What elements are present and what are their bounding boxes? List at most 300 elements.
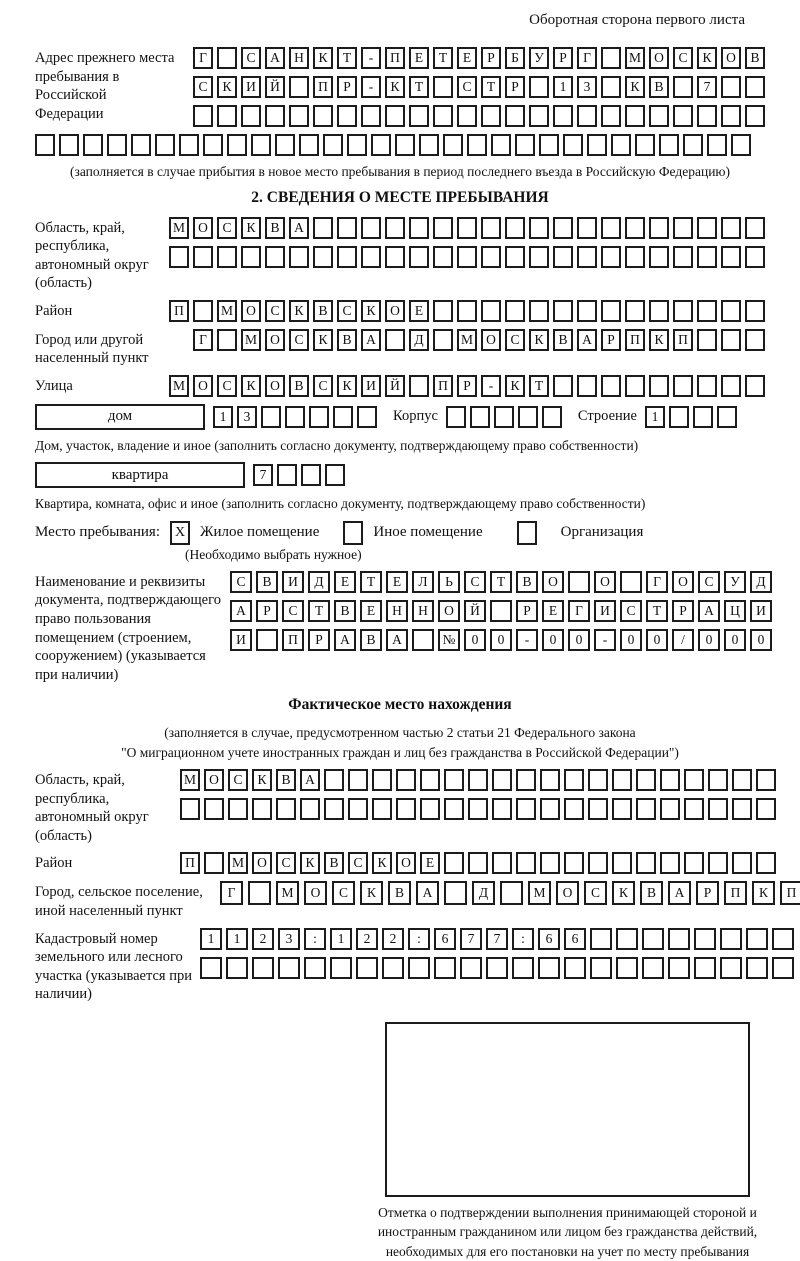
form-cell[interactable] bbox=[409, 105, 429, 127]
form-cell[interactable] bbox=[252, 957, 274, 979]
form-cell[interactable] bbox=[708, 798, 728, 820]
form-cell[interactable]: О bbox=[542, 571, 564, 593]
form-cell[interactable] bbox=[492, 798, 512, 820]
form-cell[interactable]: О bbox=[649, 47, 669, 69]
form-cell[interactable] bbox=[492, 852, 512, 874]
form-cell[interactable] bbox=[720, 928, 742, 950]
form-cell[interactable] bbox=[285, 406, 305, 428]
form-cell[interactable] bbox=[708, 769, 728, 791]
form-cell[interactable]: 0 bbox=[724, 629, 746, 651]
form-cell[interactable]: О bbox=[304, 881, 327, 905]
form-cell[interactable] bbox=[697, 246, 717, 268]
form-cell[interactable]: П bbox=[625, 329, 645, 351]
form-cell[interactable] bbox=[256, 629, 278, 651]
form-cell[interactable]: П bbox=[780, 881, 800, 905]
form-cell[interactable] bbox=[673, 300, 693, 322]
form-cell[interactable]: 7 bbox=[486, 928, 508, 950]
form-cell[interactable]: Г bbox=[646, 571, 668, 593]
form-cell[interactable] bbox=[467, 134, 487, 156]
form-cell[interactable] bbox=[59, 134, 79, 156]
form-cell[interactable]: 3 bbox=[278, 928, 300, 950]
form-cell[interactable]: Т bbox=[409, 76, 429, 98]
form-cell[interactable]: Й bbox=[464, 600, 486, 622]
form-cell[interactable]: Ь bbox=[438, 571, 460, 593]
form-cell[interactable]: В bbox=[289, 375, 309, 397]
form-cell[interactable] bbox=[693, 406, 713, 428]
form-cell[interactable]: Т bbox=[646, 600, 668, 622]
form-cell[interactable] bbox=[611, 134, 631, 156]
form-cell[interactable] bbox=[683, 134, 703, 156]
form-cell[interactable] bbox=[486, 957, 508, 979]
form-cell[interactable] bbox=[772, 957, 794, 979]
form-cell[interactable] bbox=[433, 300, 453, 322]
form-cell[interactable]: М bbox=[457, 329, 477, 351]
form-cell[interactable] bbox=[444, 881, 467, 905]
form-cell[interactable] bbox=[226, 957, 248, 979]
form-cell[interactable] bbox=[457, 246, 477, 268]
form-cell[interactable] bbox=[505, 246, 525, 268]
form-cell[interactable] bbox=[636, 798, 656, 820]
form-cell[interactable]: К bbox=[529, 329, 549, 351]
form-cell[interactable]: К bbox=[625, 76, 645, 98]
form-cell[interactable]: : bbox=[304, 928, 326, 950]
form-cell[interactable] bbox=[481, 105, 501, 127]
form-cell[interactable]: П bbox=[385, 47, 405, 69]
form-cell[interactable]: А bbox=[416, 881, 439, 905]
form-cell[interactable] bbox=[512, 957, 534, 979]
form-cell[interactable]: 0 bbox=[750, 629, 772, 651]
form-cell[interactable]: К bbox=[300, 852, 320, 874]
form-cell[interactable] bbox=[470, 406, 490, 428]
form-cell[interactable] bbox=[433, 217, 453, 239]
form-cell[interactable] bbox=[625, 375, 645, 397]
form-cell[interactable] bbox=[601, 375, 621, 397]
form-cell[interactable]: М bbox=[228, 852, 248, 874]
form-cell[interactable]: О bbox=[721, 47, 741, 69]
form-cell[interactable] bbox=[481, 217, 501, 239]
form-cell[interactable]: 7 bbox=[697, 76, 717, 98]
form-cell[interactable]: С bbox=[337, 300, 357, 322]
form-cell[interactable]: А bbox=[289, 217, 309, 239]
form-cell[interactable] bbox=[382, 957, 404, 979]
form-cell[interactable] bbox=[660, 852, 680, 874]
form-cell[interactable] bbox=[251, 134, 271, 156]
form-cell[interactable]: 6 bbox=[434, 928, 456, 950]
form-cell[interactable] bbox=[590, 957, 612, 979]
form-cell[interactable] bbox=[419, 134, 439, 156]
form-cell[interactable] bbox=[155, 134, 175, 156]
form-cell[interactable]: Г bbox=[568, 600, 590, 622]
form-cell[interactable]: Е bbox=[386, 571, 408, 593]
form-cell[interactable]: Т bbox=[337, 47, 357, 69]
form-cell[interactable]: Н bbox=[386, 600, 408, 622]
form-cell[interactable]: К bbox=[385, 76, 405, 98]
form-cell[interactable]: 0 bbox=[646, 629, 668, 651]
form-cell[interactable]: Р bbox=[516, 600, 538, 622]
form-cell[interactable] bbox=[529, 76, 549, 98]
form-cell[interactable] bbox=[444, 769, 464, 791]
form-cell[interactable]: Р bbox=[672, 600, 694, 622]
form-cell[interactable]: Е bbox=[420, 852, 440, 874]
form-cell[interactable]: Р bbox=[308, 629, 330, 651]
form-cell[interactable] bbox=[408, 957, 430, 979]
form-cell[interactable]: И bbox=[361, 375, 381, 397]
form-cell[interactable] bbox=[564, 798, 584, 820]
form-cell[interactable]: - bbox=[594, 629, 616, 651]
form-cell[interactable] bbox=[516, 852, 536, 874]
form-cell[interactable] bbox=[204, 798, 224, 820]
form-cell[interactable]: Г bbox=[577, 47, 597, 69]
form-cell[interactable] bbox=[577, 246, 597, 268]
form-cell[interactable] bbox=[396, 798, 416, 820]
form-cell[interactable] bbox=[169, 246, 189, 268]
form-cell[interactable]: А bbox=[361, 329, 381, 351]
form-cell[interactable] bbox=[385, 217, 405, 239]
form-cell[interactable]: И bbox=[241, 76, 261, 98]
form-cell[interactable]: М bbox=[528, 881, 551, 905]
form-cell[interactable] bbox=[420, 798, 440, 820]
form-cell[interactable] bbox=[492, 769, 512, 791]
form-cell[interactable] bbox=[277, 464, 297, 486]
form-cell[interactable]: Й bbox=[265, 76, 285, 98]
form-cell[interactable] bbox=[673, 375, 693, 397]
form-cell[interactable] bbox=[193, 246, 213, 268]
form-cell[interactable] bbox=[673, 217, 693, 239]
form-cell[interactable] bbox=[357, 406, 377, 428]
form-cell[interactable]: Р bbox=[481, 47, 501, 69]
form-cell[interactable]: С bbox=[241, 47, 261, 69]
form-cell[interactable] bbox=[203, 134, 223, 156]
form-cell[interactable]: М bbox=[217, 300, 237, 322]
form-cell[interactable] bbox=[356, 957, 378, 979]
form-cell[interactable] bbox=[721, 375, 741, 397]
form-cell[interactable] bbox=[601, 105, 621, 127]
form-cell[interactable] bbox=[612, 769, 632, 791]
form-cell[interactable] bbox=[468, 852, 488, 874]
form-cell[interactable] bbox=[241, 246, 261, 268]
form-cell[interactable] bbox=[721, 329, 741, 351]
form-cell[interactable]: И bbox=[750, 600, 772, 622]
form-cell[interactable]: Е bbox=[457, 47, 477, 69]
form-cell[interactable] bbox=[721, 76, 741, 98]
form-cell[interactable]: О bbox=[265, 375, 285, 397]
form-cell[interactable] bbox=[516, 798, 536, 820]
form-cell[interactable] bbox=[601, 217, 621, 239]
form-cell[interactable] bbox=[649, 246, 669, 268]
form-cell[interactable]: 2 bbox=[356, 928, 378, 950]
form-cell[interactable]: Е bbox=[542, 600, 564, 622]
form-cell[interactable]: Й bbox=[385, 375, 405, 397]
form-cell[interactable]: Г bbox=[220, 881, 243, 905]
form-cell[interactable]: А bbox=[265, 47, 285, 69]
form-cell[interactable]: К bbox=[313, 329, 333, 351]
form-cell[interactable] bbox=[409, 375, 429, 397]
form-cell[interactable] bbox=[433, 105, 453, 127]
form-cell[interactable] bbox=[542, 406, 562, 428]
form-cell[interactable] bbox=[720, 957, 742, 979]
form-cell[interactable]: О bbox=[672, 571, 694, 593]
form-cell[interactable] bbox=[668, 928, 690, 950]
form-cell[interactable]: У bbox=[724, 571, 746, 593]
form-cell[interactable] bbox=[649, 217, 669, 239]
form-cell[interactable] bbox=[420, 769, 440, 791]
form-cell[interactable] bbox=[433, 329, 453, 351]
form-cell[interactable] bbox=[721, 217, 741, 239]
form-cell[interactable]: В bbox=[388, 881, 411, 905]
form-cell[interactable]: Б bbox=[505, 47, 525, 69]
form-cell[interactable]: К bbox=[217, 76, 237, 98]
form-cell[interactable]: Р bbox=[601, 329, 621, 351]
form-cell[interactable] bbox=[433, 246, 453, 268]
form-cell[interactable] bbox=[433, 76, 453, 98]
form-cell[interactable]: П bbox=[313, 76, 333, 98]
form-cell[interactable]: 0 bbox=[568, 629, 590, 651]
form-cell[interactable]: 7 bbox=[460, 928, 482, 950]
form-cell[interactable] bbox=[707, 134, 727, 156]
form-cell[interactable] bbox=[697, 300, 717, 322]
form-cell[interactable] bbox=[217, 47, 237, 69]
form-cell[interactable] bbox=[361, 217, 381, 239]
form-cell[interactable]: П bbox=[282, 629, 304, 651]
form-cell[interactable]: Р bbox=[256, 600, 278, 622]
form-cell[interactable]: С bbox=[228, 769, 248, 791]
form-cell[interactable] bbox=[553, 246, 573, 268]
form-cell[interactable]: С bbox=[217, 217, 237, 239]
form-cell[interactable]: А bbox=[300, 769, 320, 791]
form-cell[interactable] bbox=[684, 852, 704, 874]
form-cell[interactable] bbox=[673, 246, 693, 268]
form-cell[interactable]: С bbox=[265, 300, 285, 322]
form-cell[interactable] bbox=[278, 957, 300, 979]
form-cell[interactable] bbox=[333, 406, 353, 428]
form-cell[interactable]: О bbox=[265, 329, 285, 351]
form-cell[interactable]: О bbox=[193, 217, 213, 239]
form-cell[interactable] bbox=[200, 957, 222, 979]
form-cell[interactable]: В bbox=[334, 600, 356, 622]
form-cell[interactable]: Е bbox=[360, 600, 382, 622]
form-cell[interactable]: Н bbox=[412, 600, 434, 622]
form-cell[interactable]: 1 bbox=[226, 928, 248, 950]
form-cell[interactable]: Е bbox=[409, 300, 429, 322]
form-cell[interactable] bbox=[577, 105, 597, 127]
form-cell[interactable] bbox=[553, 300, 573, 322]
form-cell[interactable]: 1 bbox=[330, 928, 352, 950]
form-cell[interactable]: Р bbox=[553, 47, 573, 69]
form-cell[interactable]: С bbox=[230, 571, 252, 593]
form-cell[interactable] bbox=[179, 134, 199, 156]
form-cell[interactable] bbox=[457, 300, 477, 322]
form-cell[interactable]: № bbox=[438, 629, 460, 651]
form-cell[interactable] bbox=[481, 246, 501, 268]
form-cell[interactable] bbox=[83, 134, 103, 156]
form-cell[interactable]: И bbox=[594, 600, 616, 622]
form-cell[interactable]: В bbox=[640, 881, 663, 905]
form-cell[interactable]: К bbox=[313, 47, 333, 69]
form-cell[interactable]: С bbox=[289, 329, 309, 351]
form-cell[interactable] bbox=[538, 957, 560, 979]
form-cell[interactable]: Н bbox=[289, 47, 309, 69]
form-cell[interactable] bbox=[745, 246, 765, 268]
form-cell[interactable] bbox=[745, 217, 765, 239]
form-cell[interactable] bbox=[625, 246, 645, 268]
form-cell[interactable]: Р bbox=[457, 375, 477, 397]
form-cell[interactable] bbox=[660, 769, 680, 791]
form-cell[interactable] bbox=[325, 464, 345, 486]
form-cell[interactable]: О bbox=[204, 769, 224, 791]
form-cell[interactable] bbox=[659, 134, 679, 156]
form-cell[interactable]: Т bbox=[433, 47, 453, 69]
form-cell[interactable]: Г bbox=[193, 329, 213, 351]
form-cell[interactable]: О bbox=[481, 329, 501, 351]
form-cell[interactable] bbox=[347, 134, 367, 156]
form-cell[interactable] bbox=[708, 852, 728, 874]
form-cell[interactable] bbox=[248, 881, 271, 905]
form-cell[interactable] bbox=[372, 798, 392, 820]
form-cell[interactable] bbox=[625, 300, 645, 322]
form-cell[interactable] bbox=[490, 600, 512, 622]
form-cell[interactable]: С bbox=[276, 852, 296, 874]
form-cell[interactable] bbox=[227, 134, 247, 156]
form-cell[interactable] bbox=[684, 798, 704, 820]
form-cell[interactable]: У bbox=[529, 47, 549, 69]
form-cell[interactable]: 6 bbox=[564, 928, 586, 950]
form-cell[interactable]: В bbox=[256, 571, 278, 593]
form-cell[interactable] bbox=[539, 134, 559, 156]
form-cell[interactable]: В bbox=[516, 571, 538, 593]
form-cell[interactable] bbox=[457, 105, 477, 127]
form-cell[interactable] bbox=[601, 300, 621, 322]
form-cell[interactable] bbox=[684, 769, 704, 791]
form-cell[interactable]: П bbox=[180, 852, 200, 874]
form-cell[interactable] bbox=[330, 957, 352, 979]
form-cell[interactable] bbox=[577, 217, 597, 239]
form-cell[interactable]: Р bbox=[696, 881, 719, 905]
form-cell[interactable]: В bbox=[276, 769, 296, 791]
form-cell[interactable]: М bbox=[180, 769, 200, 791]
form-cell[interactable] bbox=[193, 300, 213, 322]
form-cell[interactable] bbox=[588, 769, 608, 791]
form-cell[interactable] bbox=[642, 957, 664, 979]
form-cell[interactable] bbox=[564, 957, 586, 979]
form-cell[interactable] bbox=[505, 105, 525, 127]
form-cell[interactable]: Т bbox=[529, 375, 549, 397]
form-cell[interactable] bbox=[289, 76, 309, 98]
form-cell[interactable]: Р bbox=[337, 76, 357, 98]
form-cell[interactable]: С bbox=[673, 47, 693, 69]
form-cell[interactable]: К bbox=[289, 300, 309, 322]
form-cell[interactable]: А bbox=[334, 629, 356, 651]
form-cell[interactable]: С bbox=[217, 375, 237, 397]
form-cell[interactable]: К bbox=[252, 769, 272, 791]
form-cell[interactable] bbox=[616, 957, 638, 979]
form-cell[interactable]: И bbox=[230, 629, 252, 651]
form-cell[interactable] bbox=[372, 769, 392, 791]
form-cell[interactable]: В bbox=[265, 217, 285, 239]
form-cell[interactable] bbox=[385, 329, 405, 351]
form-cell[interactable] bbox=[324, 769, 344, 791]
form-cell[interactable] bbox=[540, 798, 560, 820]
form-cell[interactable] bbox=[745, 329, 765, 351]
form-cell[interactable] bbox=[131, 134, 151, 156]
form-cell[interactable] bbox=[348, 769, 368, 791]
form-cell[interactable] bbox=[35, 134, 55, 156]
form-cell[interactable] bbox=[446, 406, 466, 428]
form-cell[interactable]: А bbox=[698, 600, 720, 622]
form-cell[interactable]: 6 bbox=[538, 928, 560, 950]
form-cell[interactable]: Е bbox=[409, 47, 429, 69]
form-cell[interactable]: О bbox=[385, 300, 405, 322]
form-cell[interactable] bbox=[540, 852, 560, 874]
form-cell[interactable]: 2 bbox=[252, 928, 274, 950]
form-cell[interactable] bbox=[252, 798, 272, 820]
form-cell[interactable]: М bbox=[276, 881, 299, 905]
form-cell[interactable] bbox=[529, 105, 549, 127]
form-cell[interactable]: 3 bbox=[577, 76, 597, 98]
form-cell[interactable]: В bbox=[553, 329, 573, 351]
form-cell[interactable] bbox=[588, 852, 608, 874]
form-cell[interactable] bbox=[601, 246, 621, 268]
form-cell[interactable]: В bbox=[360, 629, 382, 651]
form-cell[interactable] bbox=[772, 928, 794, 950]
form-cell[interactable] bbox=[505, 300, 525, 322]
form-cell[interactable]: М bbox=[241, 329, 261, 351]
form-cell[interactable] bbox=[265, 105, 285, 127]
form-cell[interactable] bbox=[601, 76, 621, 98]
form-cell[interactable] bbox=[660, 798, 680, 820]
form-cell[interactable] bbox=[396, 769, 416, 791]
form-cell[interactable]: Т bbox=[308, 600, 330, 622]
form-cell[interactable] bbox=[577, 375, 597, 397]
form-cell[interactable]: Д bbox=[472, 881, 495, 905]
form-cell[interactable]: 1 bbox=[553, 76, 573, 98]
form-cell[interactable] bbox=[457, 217, 477, 239]
form-cell[interactable] bbox=[494, 406, 514, 428]
form-cell[interactable] bbox=[385, 105, 405, 127]
form-cell[interactable] bbox=[601, 47, 621, 69]
form-cell[interactable]: К bbox=[241, 375, 261, 397]
form-cell[interactable] bbox=[732, 852, 752, 874]
form-cell[interactable] bbox=[300, 798, 320, 820]
form-cell[interactable]: С bbox=[505, 329, 525, 351]
form-cell[interactable]: О bbox=[193, 375, 213, 397]
form-cell[interactable] bbox=[732, 798, 752, 820]
form-cell[interactable]: О bbox=[594, 571, 616, 593]
form-cell[interactable]: - bbox=[481, 375, 501, 397]
form-cell[interactable] bbox=[588, 798, 608, 820]
form-cell[interactable] bbox=[518, 406, 538, 428]
checkbox-inoe[interactable] bbox=[343, 521, 363, 545]
form-cell[interactable]: О bbox=[252, 852, 272, 874]
form-cell[interactable] bbox=[276, 798, 296, 820]
form-cell[interactable] bbox=[649, 300, 669, 322]
form-cell[interactable]: К bbox=[361, 300, 381, 322]
form-cell[interactable]: И bbox=[282, 571, 304, 593]
form-cell[interactable] bbox=[625, 105, 645, 127]
form-cell[interactable]: В bbox=[337, 329, 357, 351]
form-cell[interactable]: - bbox=[516, 629, 538, 651]
form-cell[interactable] bbox=[721, 105, 741, 127]
form-cell[interactable] bbox=[636, 852, 656, 874]
form-cell[interactable]: Ц bbox=[724, 600, 746, 622]
form-cell[interactable]: 1 bbox=[213, 406, 233, 428]
form-cell[interactable] bbox=[412, 629, 434, 651]
form-cell[interactable] bbox=[612, 798, 632, 820]
form-cell[interactable] bbox=[745, 300, 765, 322]
form-cell[interactable] bbox=[563, 134, 583, 156]
house-type-box[interactable]: дом bbox=[35, 404, 205, 430]
form-cell[interactable]: К bbox=[372, 852, 392, 874]
form-cell[interactable] bbox=[697, 217, 717, 239]
